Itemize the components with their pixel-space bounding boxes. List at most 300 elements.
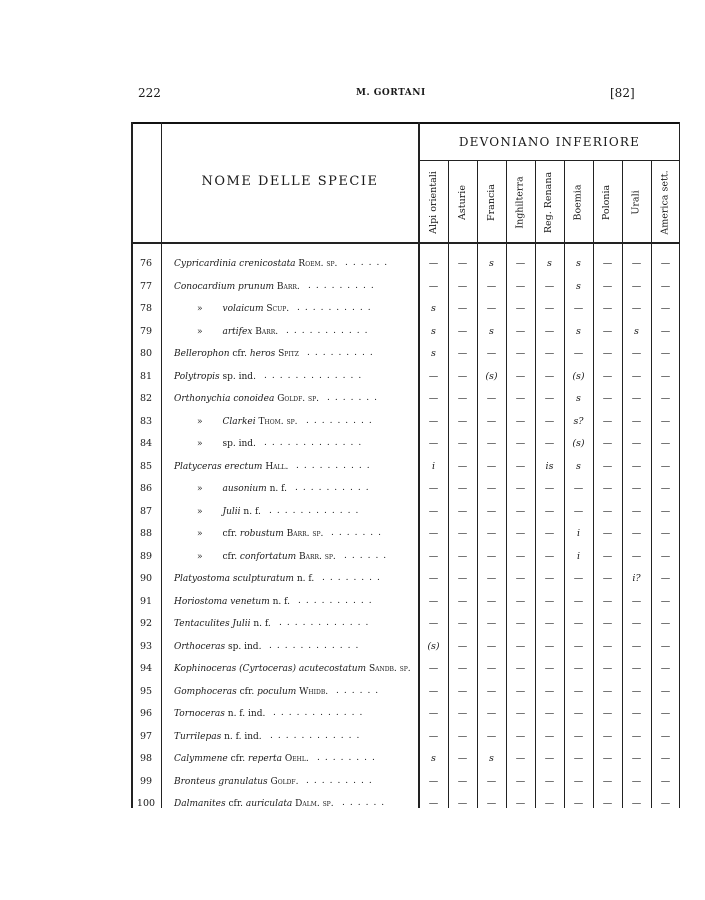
species-qualifier: cfr. [236,686,255,697]
species-name [174,619,271,629]
occurrence-cell: — [428,438,439,449]
occurrence-cell: — [573,730,584,742]
occurrence-cell: — [660,550,671,562]
species-epithet: Tornoceras [174,709,225,719]
column-header-america-sett [656,164,674,240]
species-epithet: reperta [245,754,283,764]
species-name [174,687,328,697]
ditto-mark: » [197,484,203,494]
species-name [197,327,278,337]
page-number: 222 [138,86,161,100]
occurrence-cell: — [515,685,526,697]
species-epithet: Orthoceras [174,641,226,652]
column-header-alpi-orientali [424,164,442,240]
row-number: 98 [139,753,153,764]
occurrence-cell: — [631,640,642,652]
occurrence-cell: — [544,415,555,427]
occurrence-cell: — [428,393,439,404]
species-epithet: Dalmanites [174,799,226,809]
region-column-divider [477,160,478,808]
row-number: 78 [139,303,153,314]
table-row [131,727,680,750]
occurrence-cell: — [631,393,642,404]
occurrence-cell: s [431,753,436,764]
occurrence-cell: — [602,753,613,764]
ditto-mark: » [197,551,203,562]
occurrence-cell: — [573,708,584,719]
occurrence-cell: — [457,325,468,337]
occurrence-cell: — [544,573,555,584]
occurrence-cell: — [457,663,468,674]
occurrence-cell: — [573,348,584,359]
occurrence-cell: — [515,730,526,742]
occurrence-cell: i [576,550,581,562]
devonian-group-header: DEVONIANO INFERIORE [458,135,641,149]
occurrence-cell: — [631,618,642,629]
page-reference: [82] [610,86,635,100]
species-qualifier: n. f. [266,484,287,494]
occurrence-cell: — [486,505,497,517]
species-name [174,259,337,269]
row-number: 80 [139,348,153,359]
occurrence-cell: — [660,438,671,449]
occurrence-cell: — [544,303,555,314]
occurrence-cell: — [573,483,584,494]
row-number: 92 [139,618,153,629]
occurrence-cell: — [631,753,642,764]
occurrence-cell: — [457,280,468,292]
occurrence-cell: — [544,393,555,404]
occurrence-cell: s [547,258,552,269]
row-number: 89 [139,550,153,562]
occurrence-cell: — [602,325,613,337]
species-epithet: Conocardium prunum [174,281,275,292]
table-row [131,682,680,705]
occurrence-cell: — [457,370,468,382]
occurrence-cell: — [486,730,497,742]
occurrence-cell: s [576,325,581,337]
occurrence-cell: — [515,708,526,719]
row-number: 84 [139,438,153,449]
species-author: Barr. [274,281,300,292]
species-qualifier: sp. ind. [222,439,256,449]
occurrence-cell: — [631,303,642,314]
region-column-divider [535,160,536,808]
occurrence-cell: — [602,550,613,562]
column-header-label: Polonia [601,184,613,220]
species-name [174,282,300,292]
table-row [131,772,680,795]
occurrence-cell: — [660,280,671,292]
dot-leader: ......... [306,775,377,786]
table-row [131,277,680,300]
dot-leader: ......... [307,348,378,358]
table-row [131,299,680,322]
occurrence-cell: — [660,258,671,269]
ditto-mark: » [197,304,203,314]
dot-leader: .......... [298,595,377,606]
occurrence-cell: — [544,663,555,674]
occurrence-cell: — [573,573,584,584]
occurrence-cell: — [428,573,439,584]
species-epithet: volaicum [222,304,264,314]
row-number: 81 [139,370,153,382]
occurrence-cell: — [573,775,584,787]
occurrence-cell: — [631,685,642,697]
occurrence-cell: — [660,798,671,809]
occurrence-cell: — [515,640,526,652]
occurrence-cell: s [431,325,436,337]
occurrence-cell: — [544,685,555,697]
table-row [131,412,680,435]
occurrence-cell: — [515,528,526,539]
species-qualifier: n. f. [293,574,315,584]
dot-leader: .......... [295,483,374,493]
occurrence-cell: — [660,685,671,697]
species-qualifier: cfr. [222,551,238,562]
occurrence-cell: — [486,798,497,809]
region-column-divider [448,160,449,808]
row-number: 90 [139,573,153,584]
row-number: 77 [139,280,153,292]
occurrence-cell: — [486,595,497,607]
species-epithet: Clarkei [222,416,256,427]
occurrence-cell: — [631,595,642,607]
occurrence-cell: — [660,483,671,494]
occurrence-cell: — [457,303,468,314]
species-name [174,709,265,719]
occurrence-cell: — [631,550,642,562]
species-author: Barr. sp. [283,529,324,539]
occurrence-cell: — [602,258,613,269]
table-left-border [131,122,133,808]
species-qualifier: sp. ind. [219,371,256,382]
species-author: Hall. [262,461,289,472]
species-epithet: Tentaculites Julii [174,619,251,629]
occurrence-cell: — [515,393,526,404]
region-column-divider [593,160,594,808]
table-row [131,502,680,525]
occurrence-cell: — [660,460,671,472]
table-row [131,457,680,480]
occurrence-cell: — [486,528,497,539]
occurrence-cell: — [660,348,671,359]
occurrence-cell: — [602,460,613,472]
row-number: 95 [139,685,153,697]
occurrence-cell: — [457,640,468,652]
occurrence-cell: i [576,528,581,539]
row-number: 83 [139,415,153,427]
occurrence-cell: — [486,303,497,314]
occurrence-cell: — [486,663,497,674]
occurrence-cell: — [602,708,613,719]
occurrence-cell: — [486,640,497,652]
occurrence-cell: s [489,753,494,764]
occurrence-cell: s [576,258,581,269]
occurrence-cell: — [573,505,584,517]
species-epithet: Platyceras erectum [174,461,263,472]
table-row [131,479,680,502]
species-author: Goldf. [267,776,299,787]
species-name [174,754,309,764]
table-row [131,389,680,412]
species-epithet: robustum [237,529,284,539]
dot-leader: ........... [286,325,373,336]
occurrence-cell: — [486,483,497,494]
occurrence-cell: s [576,460,581,472]
occurrence-cell: — [602,438,613,449]
occurrence-cell: — [660,505,671,517]
table-row [131,592,680,615]
row-number: 96 [139,708,153,719]
occurrence-cell: — [602,528,613,539]
row-number: 82 [139,393,153,404]
species-author: Thom. sp. [255,416,298,427]
occurrence-cell: — [457,595,468,607]
occurrence-cell: s [431,303,436,314]
row-number: 99 [139,775,153,787]
occurrence-cell: — [544,708,555,719]
occurrence-cell: — [515,505,526,517]
occurrence-cell: — [602,640,613,652]
occurrence-cell: — [486,775,497,787]
table-row [131,704,680,727]
row-number: 76 [139,258,153,269]
occurrence-cell: — [515,775,526,787]
occurrence-cell: — [428,730,439,742]
table-row [131,254,680,277]
column-header-label: America sett. [659,169,671,235]
species-table [131,122,680,808]
occurrence-cell: — [631,798,642,809]
occurrence-cell: — [515,280,526,292]
group-header-underline [419,160,680,161]
occurrence-cell: — [544,505,555,517]
occurrence-cell: — [660,415,671,427]
species-epithet: Cypricardinia crenicostata [174,259,296,269]
species-name [197,529,323,539]
occurrence-cell: — [515,348,526,359]
occurrence-cell: — [457,258,468,269]
dot-leader: ....... [331,528,387,538]
occurrence-cell: — [515,415,526,427]
table-row [131,434,680,457]
occurrence-cell: — [544,483,555,494]
occurrence-cell: — [573,798,584,809]
column-header-label: Alpi orientali [427,170,439,234]
occurrence-cell: — [457,798,468,809]
occurrence-cell: — [486,550,497,562]
occurrence-cell: — [544,325,555,337]
occurrence-cell: s [634,325,639,337]
column-header-label: Asturie [456,184,468,220]
occurrence-cell: — [602,663,613,674]
occurrence-cell: — [486,393,497,404]
occurrence-cell: (s) [427,640,440,652]
occurrence-cell: — [515,325,526,337]
table-row [131,749,680,772]
occurrence-cell: — [544,618,555,629]
species-epithet: confortatum [237,551,297,562]
species-author: Barr. [252,326,279,337]
occurrence-cell: — [660,730,671,742]
occurrence-cell: — [544,775,555,787]
occurrence-cell: — [544,370,555,382]
occurrence-cell: — [631,280,642,292]
species-epithet: Orthonychia conoidea [174,394,275,404]
occurrence-cell: s [576,393,581,404]
occurrence-cell: — [631,370,642,382]
page-header [0,86,705,102]
occurrence-cell: — [631,505,642,517]
number-column-divider [161,122,162,808]
table-row [131,322,680,345]
occurrence-cell: — [457,415,468,427]
occurrence-cell: — [602,573,613,584]
occurrence-cell: — [544,280,555,292]
dot-leader: ........ [322,573,385,583]
occurrence-cell: — [631,258,642,269]
species-author: Scup. [263,304,290,314]
species-name [174,777,298,787]
occurrence-cell: — [631,663,642,674]
region-column-divider [564,160,565,808]
species-name [174,349,299,359]
occurrence-cell: — [602,393,613,404]
occurrence-cell: — [486,573,497,584]
dot-leader: ......... [308,280,379,291]
region-column-divider [506,160,507,808]
species-epithet: Julii [222,506,241,517]
occurrence-cell: (s) [485,370,498,382]
occurrence-cell: — [573,685,584,697]
row-number: 100 [136,798,156,809]
species-epithet: Polytropis [174,371,220,382]
occurrence-cell: — [544,753,555,764]
occurrence-cell: — [457,348,468,359]
occurrence-cell: s [489,258,494,269]
occurrence-cell: — [457,573,468,584]
species-qualifier: n. f. ind. [221,731,262,742]
dot-leader: ...... [344,550,392,561]
species-epithet: Bronteus granulatus [174,776,268,787]
occurrence-cell: — [660,708,671,719]
column-header-urali [627,164,645,240]
row-number: 88 [139,528,153,539]
occurrence-cell: — [660,528,671,539]
occurrence-cell: — [602,348,613,359]
dot-leader: ............. [264,370,367,381]
species-name [197,507,261,517]
occurrence-cell: — [660,573,671,584]
table-row [131,524,680,547]
occurrence-cell: — [602,370,613,382]
occurrence-cell: — [631,348,642,359]
table-row [131,659,680,682]
species-author: Oehl. [282,754,309,764]
table-top-border [131,122,680,124]
occurrence-cell: — [544,595,555,607]
occurrence-cell: — [457,730,468,742]
occurrence-cell: — [515,618,526,629]
occurrence-cell: — [573,640,584,652]
species-name [174,597,290,607]
occurrence-cell: — [457,438,468,449]
occurrence-cell: i [431,460,436,472]
column-header-asturie [453,164,471,240]
row-number: 97 [139,730,153,742]
occurrence-cell: — [631,483,642,494]
header-bottom-rule [131,242,680,244]
occurrence-cell: — [457,550,468,562]
dot-leader: ...... [336,685,384,696]
species-epithet: Turrilepas [174,731,222,742]
column-header-polonia [598,164,616,240]
table-row [131,614,680,637]
species-name [197,417,298,427]
ditto-mark: » [197,439,203,449]
occurrence-cell: — [428,595,439,607]
occurrence-cell: — [486,348,497,359]
occurrence-cell: — [602,280,613,292]
occurrence-cell: — [602,798,613,809]
table-row [131,569,680,592]
occurrence-cell: — [631,415,642,427]
occurrence-cell: — [515,595,526,607]
occurrence-cell: — [428,483,439,494]
occurrence-cell: — [515,460,526,472]
occurrence-cell: — [631,708,642,719]
species-epithet: heros [246,349,276,359]
occurrence-cell: — [428,550,439,562]
table-right-border [679,122,680,808]
species-epithet: ausonium [222,484,267,494]
occurrence-cell: — [544,798,555,809]
occurrence-cell: — [486,618,497,629]
occurrence-cell: — [457,460,468,472]
species-author: Roem. sp. [295,259,338,269]
species-epithet: Kophinoceras (Cyrtoceras) acutecostatum [174,664,367,674]
row-number: 93 [139,640,153,652]
occurrence-cell: — [515,303,526,314]
species-qualifier: n. f. [269,596,291,607]
column-header-label: Francia [485,183,497,221]
occurrence-cell: — [428,370,439,382]
species-qualifier: cfr. [229,349,247,359]
occurrence-cell: — [515,438,526,449]
occurrence-cell: — [660,393,671,404]
species-name [174,462,288,472]
occurrence-cell: — [428,528,439,539]
occurrence-cell: — [602,595,613,607]
species-author: Sandb. sp. [366,664,411,674]
occurrence-cell: — [602,505,613,517]
column-header-reg-renana [540,164,558,240]
occurrence-cell: — [428,663,439,674]
table-row [131,367,680,390]
occurrence-cell: — [602,730,613,742]
species-epithet: Gomphoceras [174,686,237,697]
species-epithet: Platyostoma sculpturatum [174,574,294,584]
occurrence-cell: — [428,618,439,629]
row-number: 79 [139,325,153,337]
column-header-francia [482,164,500,240]
name-column-header: NOME DELLE SPECIE [201,174,379,189]
species-qualifier: n. f. [250,619,271,629]
dot-leader: ............. [264,438,367,448]
occurrence-cell: — [631,528,642,539]
occurrence-cell: s [489,325,494,337]
